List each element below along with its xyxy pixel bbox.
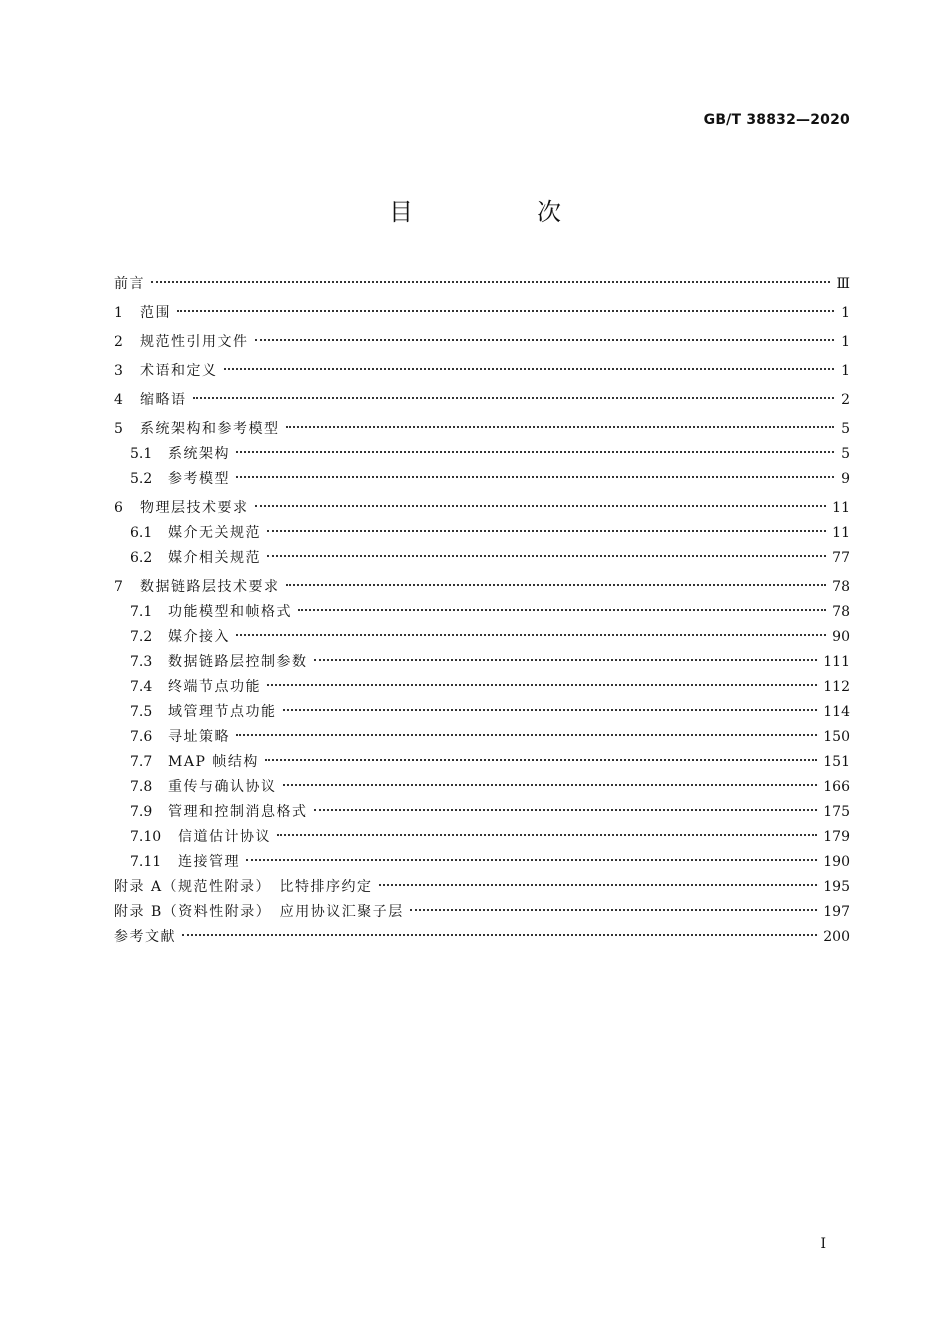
toc-page: 5 xyxy=(841,421,850,437)
toc-leader-dots xyxy=(224,368,835,370)
toc-leader-dots xyxy=(410,909,818,911)
toc-page: 111 xyxy=(823,654,850,670)
toc-label: 终端节点功能 xyxy=(168,679,261,695)
toc-number: 6.2 xyxy=(130,550,153,566)
toc-page: 190 xyxy=(823,854,850,870)
toc-page: 114 xyxy=(823,704,850,720)
toc-leader-dots xyxy=(298,609,826,611)
toc-entry-7-5[interactable] xyxy=(114,700,850,725)
toc-number: 7.7 xyxy=(130,754,153,770)
standard-code: GB/T 38832—2020 xyxy=(703,112,850,128)
toc-page: 11 xyxy=(832,525,850,541)
toc-leader-dots xyxy=(286,584,827,586)
toc-entry-4[interactable] xyxy=(114,388,850,413)
toc-number: 7.6 xyxy=(130,729,153,745)
toc-leader-dots xyxy=(236,634,826,636)
toc-entry-6[interactable] xyxy=(114,496,850,521)
toc-leader-dots xyxy=(314,809,818,811)
toc-label: 系统架构和参考模型 xyxy=(140,421,280,437)
toc-leader-dots xyxy=(236,734,817,736)
toc-label: 数据链路层控制参数 xyxy=(168,654,308,670)
toc-label: 系统架构 xyxy=(168,446,230,462)
toc-page: Ⅲ xyxy=(836,276,850,292)
toc-entry-7-10[interactable] xyxy=(114,825,850,850)
toc-leader-dots xyxy=(255,339,835,341)
toc-label: 域管理节点功能 xyxy=(168,704,277,720)
toc-page: 5 xyxy=(841,446,850,462)
toc-leader-dots xyxy=(286,426,835,428)
toc-page: 179 xyxy=(823,829,850,845)
toc-leader-dots xyxy=(193,397,835,399)
toc-page: 9 xyxy=(841,471,850,487)
toc-entry-7-2[interactable] xyxy=(114,625,850,650)
toc-page: 78 xyxy=(832,579,850,595)
toc-label: 重传与确认协议 xyxy=(168,779,277,795)
toc-entry-7-1[interactable] xyxy=(114,600,850,625)
toc-label: 媒介接入 xyxy=(168,629,230,645)
toc-page: 197 xyxy=(823,904,850,920)
toc-number: 7.8 xyxy=(130,779,153,795)
toc-number: 5.2 xyxy=(130,471,153,487)
toc-leader-dots xyxy=(267,684,817,686)
toc-entry-7-11[interactable] xyxy=(114,850,850,875)
toc-entry-1[interactable] xyxy=(114,301,850,326)
toc-number: 6 xyxy=(114,500,123,516)
toc-label: 范围 xyxy=(140,305,171,321)
toc-leader-dots xyxy=(182,934,817,936)
toc-entry-annex-b[interactable] xyxy=(114,900,850,925)
toc-label: 缩略语 xyxy=(140,392,187,408)
toc-leader-dots xyxy=(151,281,830,283)
toc-label: 附录 B（资料性附录） 应用协议汇聚子层 xyxy=(114,904,404,920)
toc-page: 1 xyxy=(841,305,850,321)
toc-page: 175 xyxy=(823,804,850,820)
toc-entry-5-2[interactable] xyxy=(114,467,850,492)
toc-label: 数据链路层技术要求 xyxy=(140,579,280,595)
toc-page: 200 xyxy=(823,929,850,945)
toc-label: 寻址策略 xyxy=(168,729,230,745)
toc-number: 7.11 xyxy=(130,854,162,870)
toc-page: 150 xyxy=(823,729,850,745)
toc-entry-5[interactable] xyxy=(114,417,850,442)
toc-number: 3 xyxy=(114,363,123,379)
toc-number: 7.4 xyxy=(130,679,153,695)
toc-page: 112 xyxy=(823,679,850,695)
toc-label: MAP 帧结构 xyxy=(168,754,259,770)
toc-entry-3[interactable] xyxy=(114,359,850,384)
toc-number: 2 xyxy=(114,334,123,350)
toc-entry-annex-a[interactable] xyxy=(114,875,850,900)
toc-label: 附录 A（规范性附录） 比特排序约定 xyxy=(114,879,373,895)
toc-page: 195 xyxy=(823,879,850,895)
toc-label: 连接管理 xyxy=(178,854,240,870)
toc-number: 4 xyxy=(114,392,123,408)
toc-entry-7-8[interactable] xyxy=(114,775,850,800)
toc-number: 7.5 xyxy=(130,704,153,720)
toc-number: 7.10 xyxy=(130,829,162,845)
toc-label: 管理和控制消息格式 xyxy=(168,804,308,820)
toc-label: 媒介相关规范 xyxy=(168,550,261,566)
toc-entry-7[interactable] xyxy=(114,575,850,600)
toc-leader-dots xyxy=(379,884,818,886)
toc-page: 77 xyxy=(832,550,850,566)
toc-label: 参考文献 xyxy=(114,929,176,945)
toc-label: 物理层技术要求 xyxy=(140,500,249,516)
toc-entry-7-6[interactable] xyxy=(114,725,850,750)
toc-entry-6-1[interactable] xyxy=(114,521,850,546)
toc-leader-dots xyxy=(236,476,834,478)
toc-label: 媒介无关规范 xyxy=(168,525,261,541)
toc-label: 术语和定义 xyxy=(140,363,218,379)
table-of-contents xyxy=(114,272,850,950)
toc-page: 11 xyxy=(832,500,850,516)
toc-number: 7.2 xyxy=(130,629,153,645)
toc-entry-5-1[interactable] xyxy=(114,442,850,467)
toc-label: 信道估计协议 xyxy=(178,829,271,845)
toc-entry-7-4[interactable] xyxy=(114,675,850,700)
toc-page: 1 xyxy=(841,363,850,379)
toc-entry-7-7[interactable] xyxy=(114,750,850,775)
toc-page: 151 xyxy=(823,754,850,770)
toc-number: 6.1 xyxy=(130,525,153,541)
toc-leader-dots xyxy=(283,709,818,711)
toc-number: 5 xyxy=(114,421,123,437)
toc-number: 7.1 xyxy=(130,604,153,620)
toc-leader-dots xyxy=(283,784,818,786)
toc-label: 前言 xyxy=(114,276,145,292)
toc-leader-dots xyxy=(255,505,827,507)
toc-leader-dots xyxy=(277,834,817,836)
toc-entry-7-3[interactable] xyxy=(114,650,850,675)
toc-entry-bibliography[interactable] xyxy=(114,925,850,950)
toc-page: 166 xyxy=(823,779,850,795)
toc-number: 5.1 xyxy=(130,446,153,462)
toc-page: 90 xyxy=(832,629,850,645)
toc-page: 78 xyxy=(832,604,850,620)
toc-number: 7.3 xyxy=(130,654,153,670)
toc-entry-foreword[interactable] xyxy=(114,272,850,297)
toc-leader-dots xyxy=(177,310,834,312)
toc-leader-dots xyxy=(267,555,826,557)
toc-label: 参考模型 xyxy=(168,471,230,487)
toc-page: 2 xyxy=(841,392,850,408)
toc-leader-dots xyxy=(236,451,834,453)
toc-leader-dots xyxy=(265,759,817,761)
toc-entry-7-9[interactable] xyxy=(114,800,850,825)
toc-number: 1 xyxy=(114,305,123,321)
page-number: Ⅰ xyxy=(820,1236,826,1252)
toc-entry-6-2[interactable] xyxy=(114,546,850,571)
toc-leader-dots xyxy=(246,859,817,861)
toc-label: 功能模型和帧格式 xyxy=(168,604,292,620)
toc-label: 规范性引用文件 xyxy=(140,334,249,350)
toc-leader-dots xyxy=(267,530,826,532)
toc-number: 7.9 xyxy=(130,804,153,820)
toc-entry-2[interactable] xyxy=(114,330,850,355)
toc-leader-dots xyxy=(314,659,818,661)
page-title: 目 次 xyxy=(389,198,611,226)
toc-number: 7 xyxy=(114,579,123,595)
toc-page: 1 xyxy=(841,334,850,350)
